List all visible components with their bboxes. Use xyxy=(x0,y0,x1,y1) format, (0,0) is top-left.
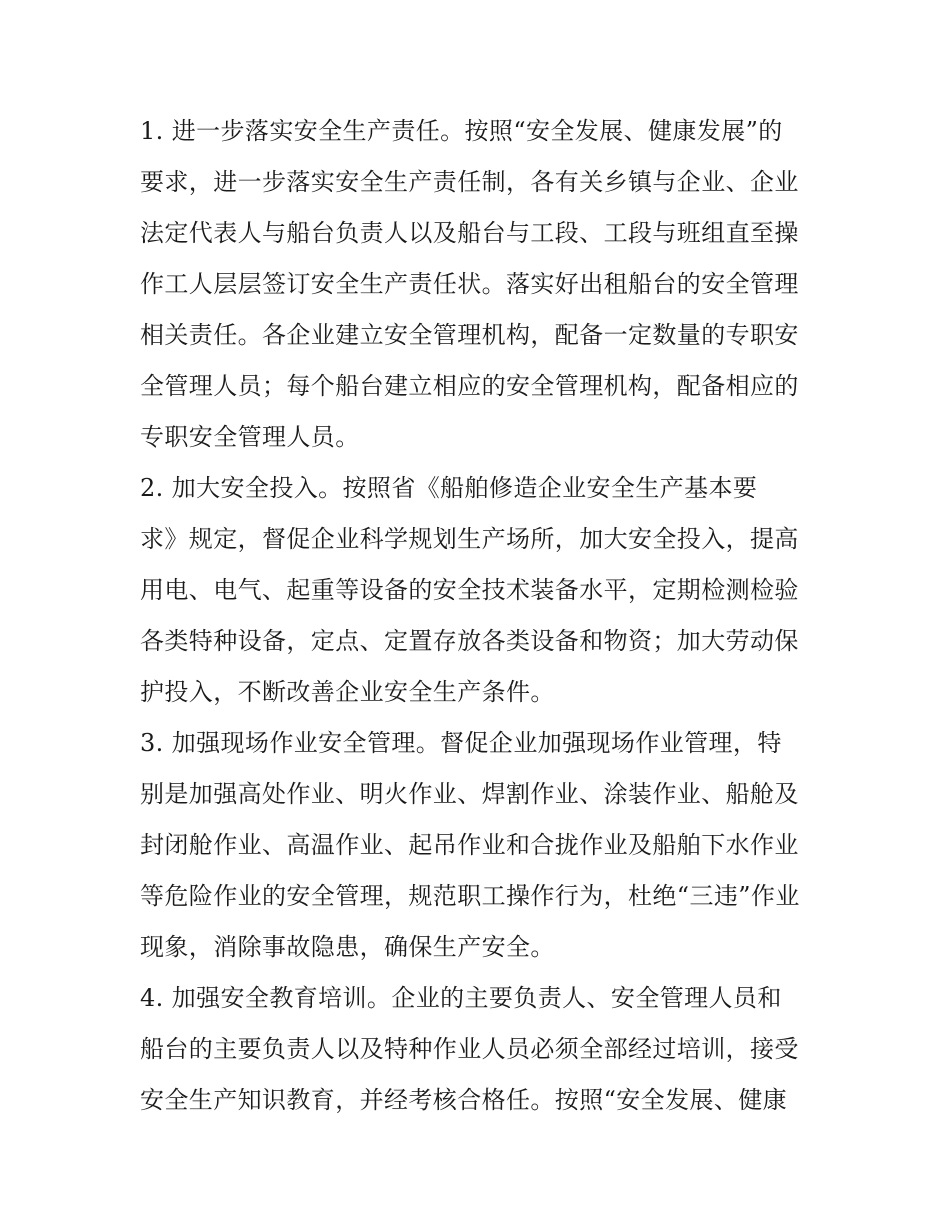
text-line: 安全生产知识教育，并经考核合格任。按照“安全发展、健康 xyxy=(140,1086,788,1114)
text-line: 别是加强高处作业、明火作业、焊割作业、涂装作业、船舱及 xyxy=(140,780,799,808)
text-line: 专职安全管理人员。 xyxy=(140,423,360,451)
text-line: 作工人层层签订安全生产责任状。落实好出租船台的安全管理 xyxy=(140,270,799,298)
text-line: 1. 进一步落实安全生产责任。按照“安全发展、健康发展”的 xyxy=(140,117,783,145)
text-line: 要求，进一步落实安全生产责任制，各有关乡镇与企业、企业 xyxy=(140,168,799,196)
text-line: 求》规定，督促企业科学规划生产场所，加大安全投入，提高 xyxy=(140,525,799,553)
document-body xyxy=(140,106,812,1126)
text-line: 全管理人员；每个船台建立相应的安全管理机构，配备相应的 xyxy=(140,372,799,400)
text-line: 封闭舱作业、高温作业、起吊作业和合拢作业及船舶下水作业 xyxy=(140,831,799,859)
text-line: 相关责任。各企业建立安全管理机构，配备一定数量的专职安 xyxy=(140,321,799,349)
text-line: 等危险作业的安全管理，规范职工操作行为，杜绝“三违”作业 xyxy=(140,882,800,910)
text-line: 船台的主要负责人以及特种作业人员必须全部经过培训，接受 xyxy=(140,1035,799,1063)
text-line: 各类特种设备，定点、定置存放各类设备和物资；加大劳动保 xyxy=(140,627,799,655)
text-line: 现象，消除事故隐患，确保生产安全。 xyxy=(140,933,555,961)
text-line: 护投入，不断改善企业安全生产条件。 xyxy=(140,678,555,706)
text-line: 用电、电气、起重等设备的安全技术装备水平，定期检测检验 xyxy=(140,576,799,604)
text-line: 4. 加强安全教育培训。企业的主要负责人、安全管理人员和 xyxy=(140,984,782,1012)
text-line: 3. 加强现场作业安全管理。督促企业加强现场作业管理，特 xyxy=(140,729,782,757)
text-line: 2. 加大安全投入。按照省《船舶修造企业安全生产基本要 xyxy=(140,474,758,502)
text-line: 法定代表人与船台负责人以及船台与工段、工段与班组直至操 xyxy=(140,219,799,247)
